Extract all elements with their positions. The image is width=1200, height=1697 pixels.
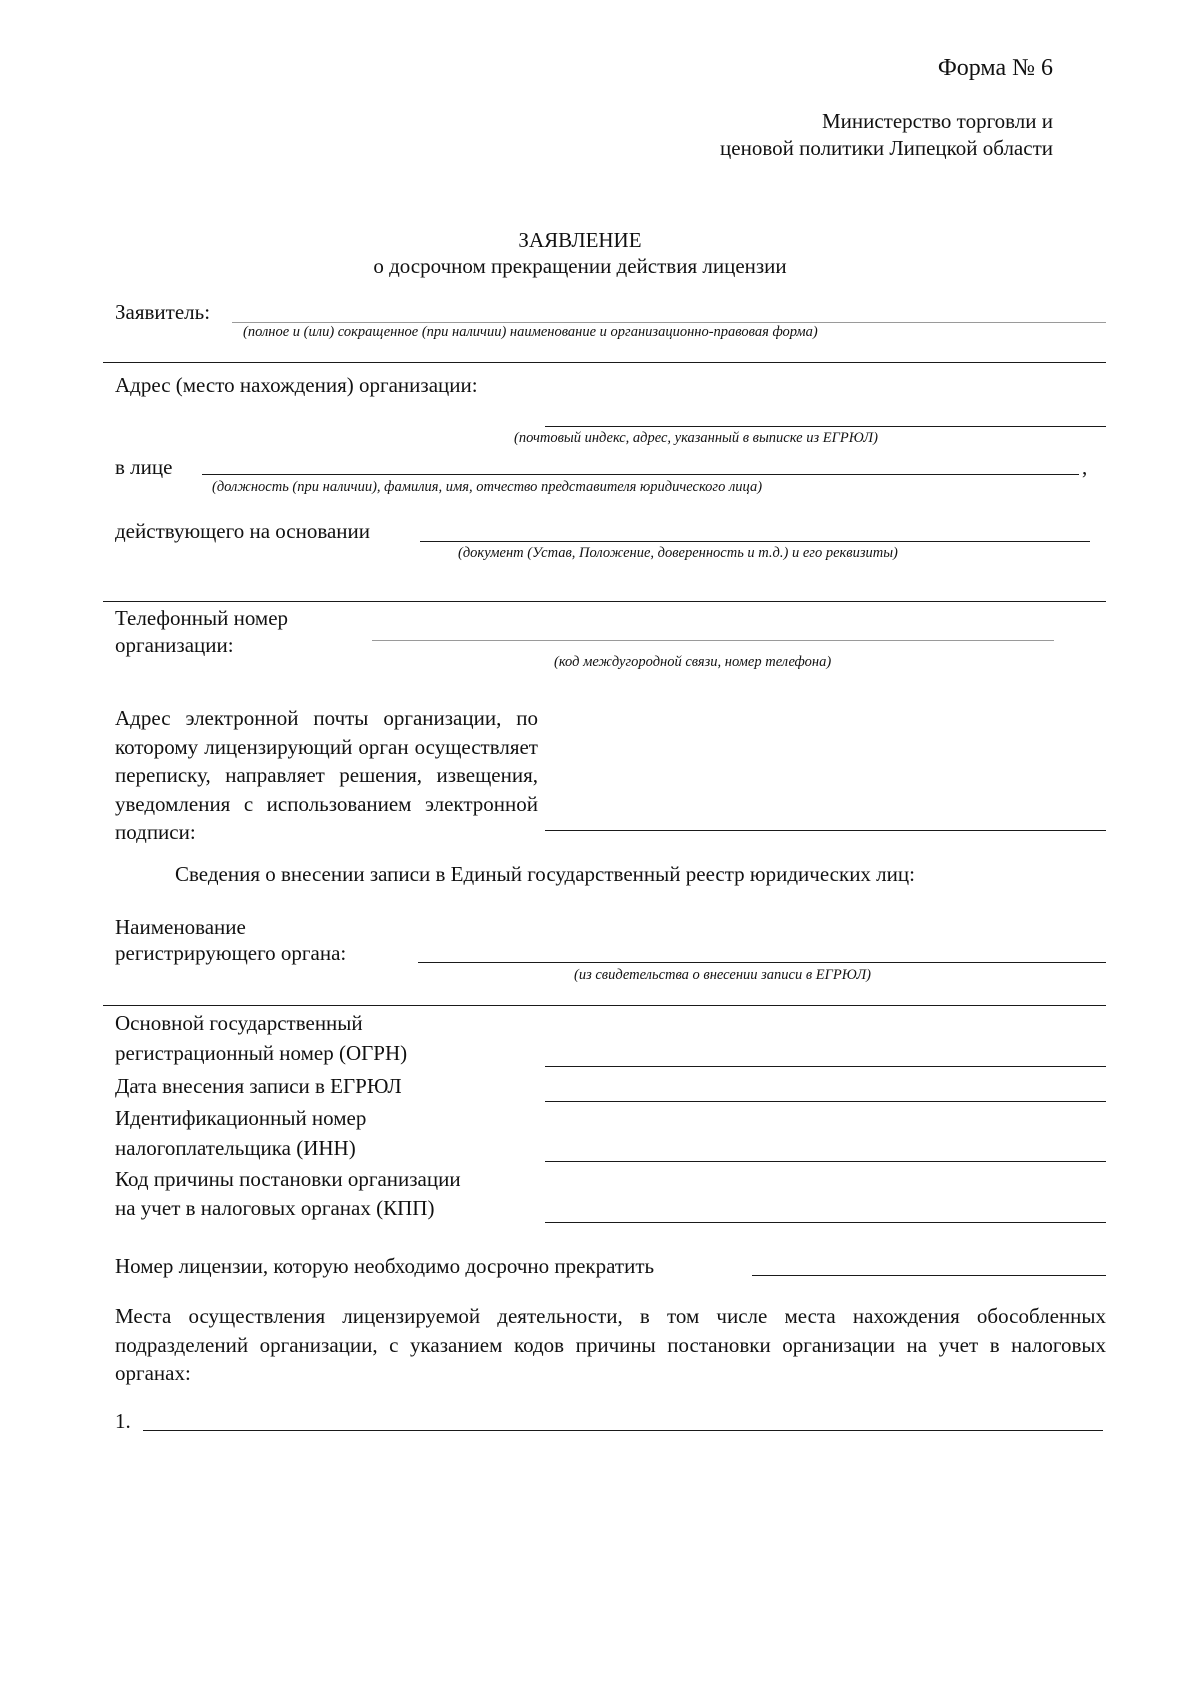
- document-subtitle: о досрочном прекращении действия лицензии: [373, 254, 787, 278]
- reg-body-hint: (из свидетельства о внесении записи в ЕГРЮЛ): [574, 967, 872, 983]
- representative-hint: (должность (при наличии), фамилия, имя, отчество представителя юридического лица): [212, 479, 763, 495]
- applicant-hint: (полное и (или) сокращенное (при наличии) наименование и организационно-правовая форма): [243, 324, 818, 340]
- email-field[interactable]: [545, 830, 1106, 831]
- phone-field[interactable]: [372, 640, 1054, 641]
- egrul-date-label: Дата внесения записи в ЕГРЮЛ: [115, 1074, 402, 1098]
- address-label: Адрес (место нахождения) организации:: [115, 373, 478, 397]
- location-item-field[interactable]: [143, 1430, 1103, 1431]
- reg-body-label-line-1: Наименование: [115, 915, 246, 939]
- section-divider: [103, 601, 1106, 602]
- ministry-line-1: Министерство торговли и: [821, 109, 1053, 133]
- email-label: Адрес электронной почты организации, по которому лицензирующий орган осуществляет переписку, направляет решения, извещения, уведомления с использованием электронной подписи:: [115, 706, 538, 844]
- form-number: Форма № 6: [937, 55, 1053, 81]
- applicant-field-second-line[interactable]: [103, 362, 1106, 363]
- license-number-field[interactable]: [752, 1275, 1106, 1276]
- reg-body-label-line-2: регистрирующего органа:: [115, 941, 347, 965]
- representative-comma: ,: [1082, 455, 1088, 479]
- representative-label: в лице: [115, 455, 173, 479]
- ogrn-label-line-1: Основной государственный: [115, 1011, 363, 1035]
- kpp-label-line-1: Код причины постановки организации: [115, 1167, 461, 1191]
- ogrn-field[interactable]: [545, 1066, 1106, 1067]
- phone-hint: (код междугородной связи, номер телефона): [554, 654, 832, 670]
- ministry-line-2: ценовой политики Липецкой области: [720, 136, 1053, 160]
- address-field[interactable]: [545, 426, 1106, 427]
- phone-label-line-2: организации:: [115, 633, 234, 657]
- phone-label-line-1: Телефонный номер: [115, 606, 289, 630]
- basis-label: действующего на основании: [115, 519, 371, 543]
- address-hint: (почтовый индекс, адрес, указанный в выписке из ЕГРЮЛ): [514, 430, 878, 446]
- egrul-date-field[interactable]: [545, 1101, 1106, 1102]
- reg-body-field-second-line[interactable]: [103, 1005, 1106, 1006]
- applicant-label: Заявитель:: [115, 300, 211, 324]
- ogrn-label-line-2: регистрационный номер (ОГРН): [115, 1041, 408, 1065]
- location-item-number: 1.: [115, 1409, 131, 1433]
- inn-label-line-1: Идентификационный номер: [115, 1106, 367, 1130]
- inn-field[interactable]: [545, 1161, 1106, 1162]
- kpp-field[interactable]: [545, 1222, 1106, 1223]
- reg-body-field[interactable]: [418, 962, 1106, 963]
- basis-field[interactable]: [420, 541, 1090, 542]
- basis-hint: (документ (Устав, Положение, доверенность и т.д.) и его реквизиты): [458, 545, 898, 561]
- document-title: ЗАЯВЛЕНИЕ: [518, 228, 642, 252]
- egrul-heading: Сведения о внесении записи в Единый государственный реестр юридических лиц:: [175, 862, 915, 886]
- license-number-label: Номер лицензии, которую необходимо досрочно прекратить: [115, 1254, 655, 1278]
- locations-label: Места осуществления лицензируемой деятельности, в том числе места нахождения обособленных подразделений организации, с указанием кодов причины постановки организации на учет в налоговых органах:: [115, 1304, 1106, 1385]
- kpp-label-line-2: на учет в налоговых органах (КПП): [115, 1196, 435, 1220]
- inn-label-line-2: налогоплательщика (ИНН): [115, 1136, 356, 1160]
- representative-field[interactable]: [202, 474, 1079, 475]
